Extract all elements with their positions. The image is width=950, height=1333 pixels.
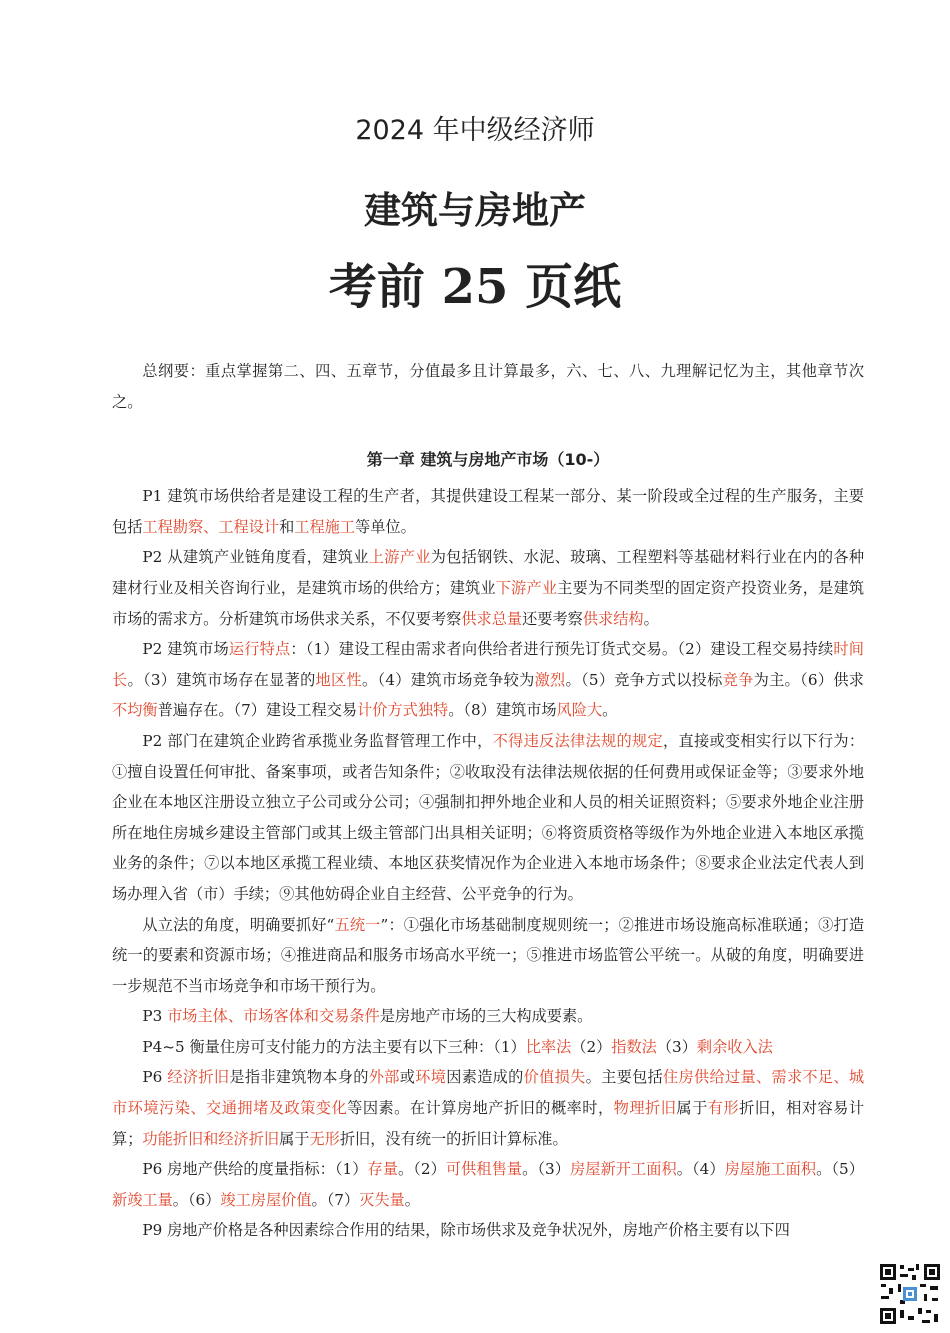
paragraph-text: P2 建筑市场 xyxy=(142,640,229,659)
paragraph-text: 。 xyxy=(643,609,659,628)
highlighted-term: 上游产业 xyxy=(368,548,431,567)
body-paragraph xyxy=(112,634,864,726)
body-paragraph xyxy=(112,542,864,634)
paragraph-text: 主要为不同类型的固定资产投资业务，是建筑市场的需求方。分析建筑市场供求关系，不仅要考察 xyxy=(112,578,865,628)
paragraph-text: 。（3）建筑市场存在显著的 xyxy=(127,670,316,689)
highlighted-term: 房屋施工面积 xyxy=(724,1160,817,1179)
body-paragraph xyxy=(112,481,864,542)
highlighted-term: 有形 xyxy=(707,1099,740,1118)
highlighted-term: 下游产业 xyxy=(495,578,558,597)
highlighted-term: 时间长 xyxy=(112,640,864,689)
highlighted-term: 市场主体、市场客体和交易条件 xyxy=(167,1007,380,1026)
paragraph-text: 。 xyxy=(404,1190,420,1209)
highlighted-term: 新竣工量 xyxy=(112,1190,173,1209)
paragraph-text: P3 xyxy=(142,1007,168,1026)
paragraph-text: 或 xyxy=(399,1068,416,1087)
highlighted-term: 外部 xyxy=(368,1068,400,1087)
highlighted-term: 运行特点 xyxy=(228,640,291,659)
highlighted-term: 激烈 xyxy=(534,670,566,689)
highlighted-term: 存量 xyxy=(367,1160,399,1179)
paragraph-text: 等单位。 xyxy=(355,517,416,536)
paragraph-text: 因素造成的 xyxy=(446,1068,524,1087)
highlighted-term: 供求结构 xyxy=(582,609,644,628)
paragraph-text: （3） xyxy=(656,1037,697,1056)
highlighted-term: 价值损失 xyxy=(523,1068,586,1087)
highlighted-term: 竞争 xyxy=(722,670,754,689)
paragraph-text: 。（4）建筑市场竞争较为 xyxy=(361,670,535,689)
paragraph-text: 折旧，没有统一的折旧计算标准。 xyxy=(339,1129,568,1148)
highlighted-term: 房屋新开工面积 xyxy=(570,1160,677,1179)
paragraph-text: 。主要包括 xyxy=(585,1068,664,1087)
paragraph-text: 还要考察 xyxy=(522,609,583,628)
paragraph-text: 从立法的角度，明确要抓好“ xyxy=(142,915,335,934)
body-paragraph xyxy=(112,1154,864,1215)
highlighted-term: 物理折旧 xyxy=(613,1099,677,1118)
highlighted-term: 竣工房屋价值 xyxy=(220,1190,312,1209)
body-paragraph xyxy=(112,910,864,1002)
highlighted-term: 风险大 xyxy=(556,701,603,720)
highlighted-term: 地区性 xyxy=(315,670,362,689)
paragraph-text: ：（1）建设工程由需求者向供给者进行预先订货式交易。（2）建设工程交易持续 xyxy=(290,640,834,659)
paragraph-text: 属于 xyxy=(676,1099,708,1118)
paragraph-text: 等因素。在计算房地产折旧的概率时， xyxy=(347,1099,614,1118)
highlighted-term: 环境 xyxy=(415,1068,447,1087)
highlighted-term: 无形 xyxy=(309,1129,340,1148)
highlighted-term: 灭失量 xyxy=(359,1190,405,1209)
paragraph-text: 。（8）建筑市场 xyxy=(448,701,557,720)
paragraph-text: 是指非建筑物本身的 xyxy=(229,1068,369,1087)
chapter-title: 第一章 建筑与房地产市场（10-） xyxy=(366,450,610,470)
doc-subject-title: 建筑与房地产 xyxy=(364,189,586,232)
body-paragraph xyxy=(112,1001,864,1032)
body-paragraph xyxy=(112,1215,864,1246)
highlighted-term: 比率法 xyxy=(525,1037,572,1056)
highlighted-term: 住房供给过量、需求不足、城市环境污染、交通拥堵及政策变化 xyxy=(112,1068,865,1118)
paragraph-text: 属于 xyxy=(279,1129,310,1148)
body-paragraph xyxy=(112,726,864,910)
highlighted-term: 可供租售量 xyxy=(445,1160,523,1179)
paragraph-text: 。（5） xyxy=(816,1160,864,1179)
paragraph-text: 折旧，相对容易计算； xyxy=(112,1099,865,1148)
paragraph-text: 为包括钢铁、水泥、玻璃、工程塑料等基础材料行业在内的各种建材行业及相关咨询行业，是建筑市场的供给方；建筑业 xyxy=(112,548,865,597)
paragraph-text: 。（4） xyxy=(676,1160,725,1179)
highlighted-term: 供求总量 xyxy=(461,609,523,628)
highlighted-term: 经济折旧 xyxy=(167,1068,230,1087)
paragraph-text: P6 房地产供给的度量指标：（1） xyxy=(142,1160,368,1179)
paragraph-text: 。（7） xyxy=(311,1190,360,1209)
doc-year-title: 2024 年中级经济师 xyxy=(355,115,595,146)
highlighted-term: 指数法 xyxy=(611,1037,657,1056)
paragraph-text: P4~5 衡量住房可支付能力的方法主要有以下三种：（1） xyxy=(142,1037,526,1056)
highlighted-term: 计价方式独特 xyxy=(357,701,449,720)
doc-main-title: 考前 25 页纸 xyxy=(328,259,622,315)
paragraph-text: ，直接或变相实行以下行为：①擅自设置任何审批、备案事项，或者告知条件；②收取没有法律法规依据的任何费用或保证金等；③要求外地企业在本地区注册设立独立子公司或分公司；④强制扣押外地企业和人员的相关证照资料；⑤要求外地企业注册所在地住房城乡建设主管部门或其上级主管部门出具相关证明；⑥将资质资格等级作为外地企业进入本地区承揽业务的条件；⑦以本地区承揽工程业绩、本地区获奖情况作为企业进入本地市场条件；⑧要求企业法定代表人到场办理入省（市）手续；⑨其他妨碍企业自主经营、公平竞争的行为。 xyxy=(112,731,865,903)
highlighted-term: 功能折旧和经济折旧 xyxy=(142,1129,280,1148)
paragraph-text: ”：①强化市场基础制度规则统一；②推进市场设施高标准联通；③打造统一的要素和资源市场；④推进商品和服务市场高水平统一；⑤推进市场监管公平统一。从破的角度，明确要进一步规范不当市场竞争和市场干预行为。 xyxy=(112,915,865,995)
highlighted-term: 不均衡 xyxy=(112,701,158,720)
body-paragraph xyxy=(112,1032,864,1063)
paragraph-text: 和 xyxy=(279,517,295,536)
qr-code-icon xyxy=(878,1262,942,1326)
paragraph-text: 是房地产市场的三大构成要素。 xyxy=(379,1007,593,1026)
paragraph-list xyxy=(112,481,864,1246)
highlighted-term: 工程施工 xyxy=(294,517,355,536)
paragraph-text: 。（2） xyxy=(398,1160,446,1179)
paragraph-text: P1 建筑市场供给者是建设工程的生产者，其提供建设工程某一部分、某一阶段或全过程的生产服务，主要包括 xyxy=(112,487,864,536)
paragraph-text: 。 xyxy=(602,701,618,720)
paragraph-text: 普遍存在。（7）建设工程交易 xyxy=(157,701,358,720)
paragraph-text: P2 从建筑产业链角度看，建筑业 xyxy=(142,548,369,567)
highlighted-term: 工程勘察、工程设计 xyxy=(142,517,280,536)
paragraph-text: P2 部门在建筑企业跨省承揽业务监督管理工作中， xyxy=(142,731,493,750)
paragraph-text: 。（3） xyxy=(522,1160,571,1179)
document-body xyxy=(112,356,864,1246)
highlighted-term: 五统一 xyxy=(334,915,381,934)
paragraph-text: （2） xyxy=(571,1037,612,1056)
highlighted-term: 不得违反法律法规的规定 xyxy=(492,731,663,750)
paragraph-text: 为主。（6）供求 xyxy=(753,670,864,689)
paragraph-text: P9 房地产价格是各种因素综合作用的结果，除市场供求及竞争状况外，房地产价格主要有以下四 xyxy=(142,1221,790,1240)
paragraph-text: P6 xyxy=(142,1068,168,1087)
summary-paragraph: 总纲要：重点掌握第二、四、五章节，分值最多且计算最多，六、七、八、九理解记忆为主，其他章节次之。 xyxy=(112,362,864,411)
paragraph-text: 。（6） xyxy=(172,1190,221,1209)
body-paragraph xyxy=(112,1062,864,1154)
paragraph-text: 。（5）竞争方式以投标 xyxy=(565,670,723,689)
highlighted-term: 剩余收入法 xyxy=(696,1037,773,1056)
